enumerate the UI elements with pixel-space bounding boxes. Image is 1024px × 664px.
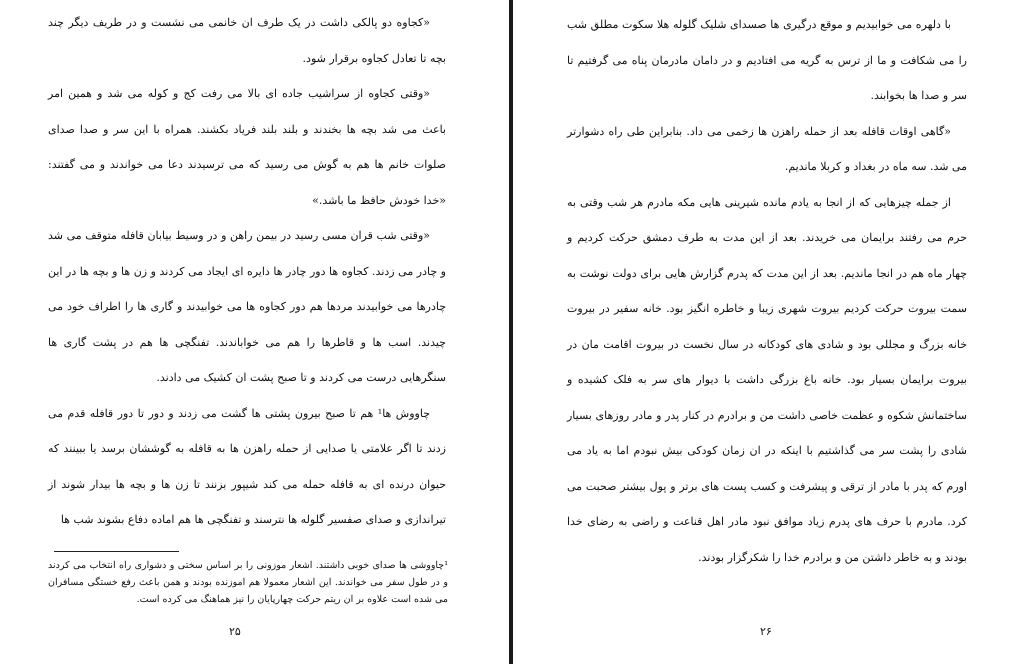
paragraph: با دلهره می خوابیدیم و موقع درگیری ها صسدای شلیک گلوله هلا سکوت مطلق شب را می شکافت و ما از ترس به گریه می افتادیم و در دامان مادرمان پناه می گرفتیم تا سر و صدا ها بخوابند. — [567, 18, 967, 102]
footnote-separator — [54, 551, 179, 552]
paragraph: «کجاوه دو پالکی داشت در یک طرف ان خانمی می نشست و در طریف دیگر چند بچه تا تعادل کجاوه برقرار شود. — [48, 16, 446, 65]
left-page — [0, 0, 509, 664]
paragraph: «وقتی شب قران مسی رسید در بیمن راهن و در وسیط بیابان قافله متوقف می شد و چادر می زدند. کجاوه ها دور چادر ها دایره ای ایجاد می کردند و زن ها و بچه ها در این چادرها می خوابیدند مردها هم دور کجاوه ها می خوابیدند و گاری ها را اطراف خود می چیدند. اسب ها و قاطرها را هم می خواباندند. تفنگچی ها هم در پشت گاری ها سنگرهایی درست می کردند و تا صبح پشت ان کشیک می دادند. — [48, 229, 446, 384]
page-number: ۲۵ — [229, 625, 241, 638]
paragraph: «گاهی اوقات قافله بعد از حمله راهزن ها زخمی می داد. بنابراین طی راه دشوارتر می شد. سه ماه در بغداد و کربلا ماندیم. — [567, 124, 967, 173]
page-number: ۲۶ — [760, 625, 772, 638]
paragraph: «وقتی کجاوه از سراشیب جاده ای بالا می رفت کج و کوله می شد و همین امر باعث می شد بچه ها بخندند و بلند بلند فریاد بکشند. همراه با این سر و صدا صدای صلوات خانم ها هم به گوش می رسید که می ترسیدند دعا می خواندند و می گفتند: «خدا خودش حافظ ما باشد.» — [48, 87, 446, 207]
right-page — [513, 0, 1024, 664]
paragraph: از جمله چیزهایی که از انجا به یادم مانده شیرینی هایی مکه مادرم هر شب وقتی به حرم می رفتند برایمان می خریدند. بعد از این مدت به طرف دمشق حرکت کردیم و چهار ماه هم در انجا ماندیم. بعد از این مدت که پدرم گزارش هایی برای دولت نوشت به سمت بیروت حرکت کردیم بیروت شهری زیبا و خاطره انگیز بود. خانه سفیر در بیروت خانه بزرگ و مجللی بود و شادی های کودکانه در سال نخست در بیروت اقامت مان در بیروت برایمان بسیار بود. خانه باغ بزرگی داشت با دیوار های سر به فلک کشیده و ساختمانش شکوه و عظمت خاصی داشت من و برادرم در کنار پدر و مادر روزهای بسیار شادی را پشت سر می گذاشتیم با اینکه در ان زمان کودکی بیش نبودم اما به یاد می اورم که پدر با مادر از ترقی و پیشرفت و کسب پست های برتر و پول بیشتر صحبت می کرد. مادرم با حرف های پدرم زیاد موافق نبود مادر اهل قناعت و راضی به رضای خدا بودند و به خاطر داشتن من و برادرم خدا را شکرگزار بودند. — [567, 195, 967, 564]
paragraph: چاووش ها¹ هم تا صبح بیرون پشتی ها گشت می زدند و دور تا دور قافله قدم می زدند تا اگر علامتی یا صدایی از حمله راهزن ها به قافله به گوششان برسد یا ببینند که حیوان درنده ای به قافله حمله می کند شیپور بزنند تا زن ها و بچه ها بیدار شوند از تیراندازی و صدای صفسیر گلوله ها نترسند و تفنگچی ها هم اماده دفاع بشوند شب ها — [48, 406, 446, 526]
left-page-body — [48, 5, 446, 538]
footnote: ¹چاووشی ها صدای خوبی داشتند. اشعار موزونی را بر اساس سختی و دشواری راه انتخاب می کردند و در طول سفر می خواندند. این اشعار معمولا هم اموزنده بودند و همن باعث رفع خستگی مسافران می شده است علاوه بر ان ریتم حرکت چهارپایان را نیز هماهنگ می کرده است. — [48, 560, 448, 605]
right-page-body — [567, 7, 967, 575]
